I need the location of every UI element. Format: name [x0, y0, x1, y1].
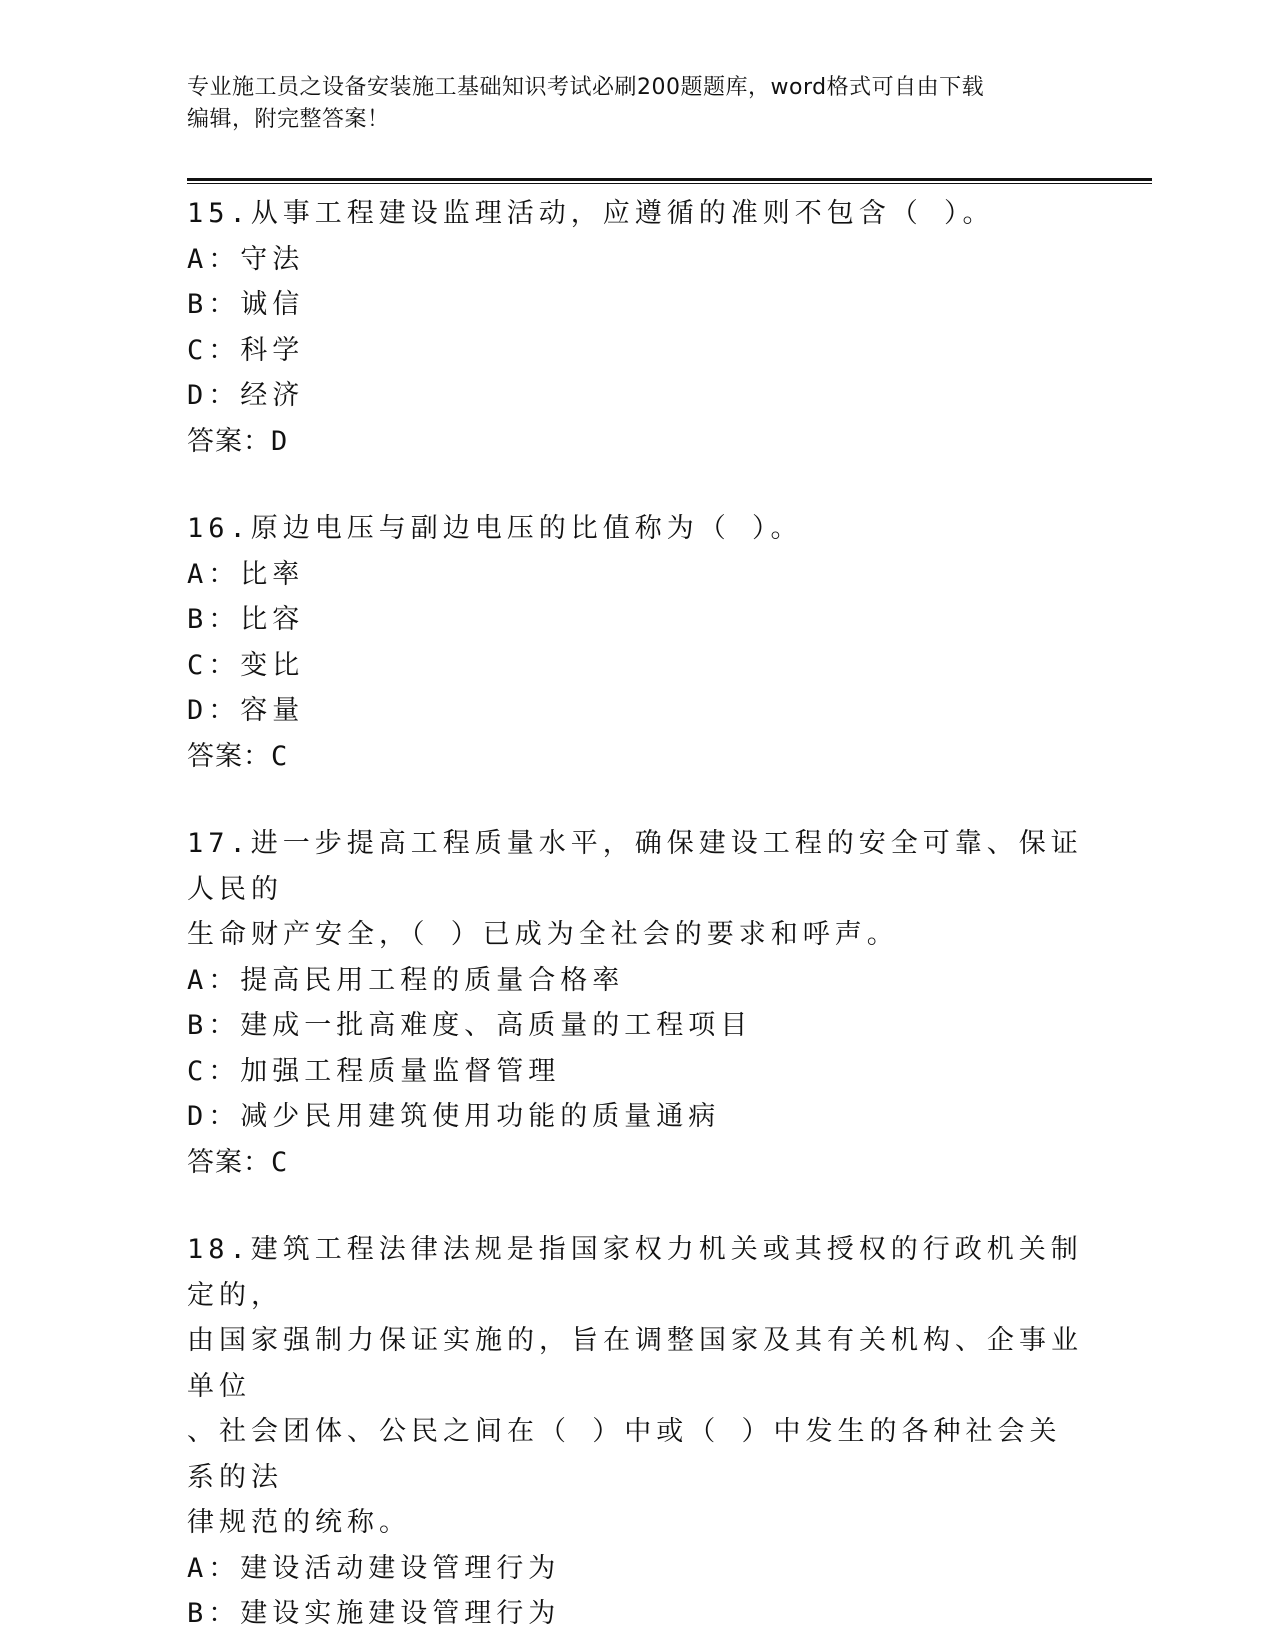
- option-c: C：科学: [187, 334, 305, 366]
- option-b: B：比容: [187, 604, 305, 635]
- question-text-line-2: 由国家强制力保证实施的，旨在调整国家及其有关机构、企事业单位: [187, 1325, 1083, 1402]
- option-b: B：建设实施建设管理行为: [187, 1598, 561, 1629]
- option-d: D：容量: [187, 695, 305, 726]
- question-18: [187, 1227, 1087, 1637]
- answer-label: 答案：: [187, 425, 271, 457]
- header-line-2: 编辑，附完整答案！: [187, 107, 390, 132]
- option-a: A：比率: [187, 558, 305, 590]
- option-a: A：提高民用工程的质量合格率: [187, 964, 625, 996]
- question-17: [187, 821, 1087, 1185]
- question-text-line-4: 律规范的统称。: [187, 1507, 411, 1538]
- answer-label: 答案：: [187, 740, 271, 772]
- question-list: [187, 191, 1087, 1637]
- header-line-1: 专业施工员之设备安装施工基础知识考试必刷200题题库，word格式可自由下载: [187, 75, 985, 100]
- document-header: [187, 72, 1087, 136]
- question-text-line-1: 17.进一步提高工程质量水平，确保建设工程的安全可靠、保证人民的: [187, 828, 1083, 905]
- answer-line: [187, 1140, 1087, 1186]
- question-text-line-2: 生命财产安全，（ ）已成为全社会的要求和呼声。: [187, 919, 899, 950]
- question-15: [187, 191, 1087, 464]
- answer-value: D: [271, 425, 289, 457]
- question-16: [187, 506, 1087, 779]
- question-text-line-3: 、社会团体、公民之间在（ ）中或（ ）中发生的各种社会关系的法: [187, 1416, 1062, 1493]
- option-d: D：减少民用建筑使用功能的质量通病: [187, 1101, 721, 1132]
- header-divider-thin: [187, 183, 1152, 184]
- question-text-line-1: 18.建筑工程法律法规是指国家权力机关或其授权的行政机关制定的，: [187, 1234, 1083, 1311]
- header-divider-thick: [187, 178, 1152, 181]
- option-d: D：经济: [187, 380, 305, 411]
- question-text: 15.从事工程建设监理活动，应遵循的准则不包含（ ）。: [187, 198, 995, 229]
- answer-line: [187, 734, 1087, 780]
- option-b: B：建成一批高难度、高质量的工程项目: [187, 1010, 753, 1041]
- answer-value: C: [271, 740, 289, 772]
- answer-label: 答案：: [187, 1146, 271, 1178]
- option-a: A：建设活动建设管理行为: [187, 1552, 561, 1584]
- answer-value: C: [271, 1146, 289, 1178]
- question-text: 16.原边电压与副边电压的比值称为（ ）。: [187, 513, 803, 544]
- option-c: C：变比: [187, 649, 305, 681]
- option-a: A：守法: [187, 243, 305, 275]
- option-b: B：诚信: [187, 289, 305, 320]
- option-c: C：加强工程质量监督管理: [187, 1055, 561, 1087]
- answer-line: [187, 419, 1087, 465]
